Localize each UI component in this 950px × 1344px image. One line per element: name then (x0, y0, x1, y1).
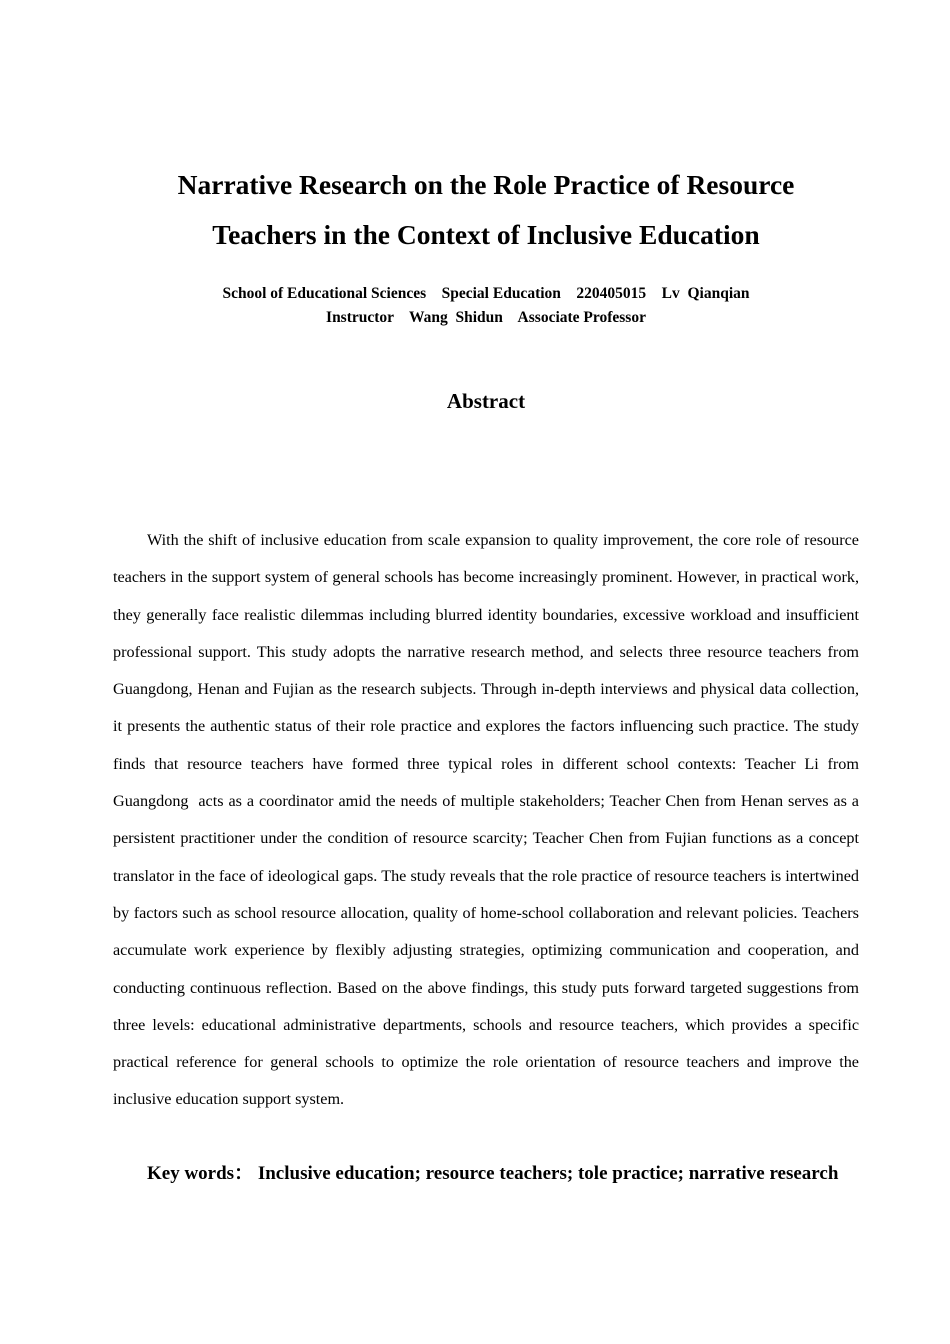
abstract-body: With the shift of inclusive education from scale expansion to quality improvement, the core role of resource teachers in the support system of general schools has become increasingly prominent. However, in practical work, they generally face realistic dilemmas including blurred identity boundaries, excessive workload and insufficient professional support. This study adopts the narrative research method, and selects three resource teachers from Guangdong, Henan and Fujian as the research subjects. Through in-depth interviews and physical data collection, it presents the authentic status of their role practice and explores the factors influencing such practice. The study finds that resource teachers have formed three typical roles in different school contexts: Teacher Li from Guangdong acts as a coordinator amid the needs of multiple stakeholders; Teacher Chen from Henan serves as a persistent practitioner under the condition of resource scarcity; Teacher Chen from Fujian functions as a concept translator in the face of ideological gaps. The study reveals that the role practice of resource teachers is intertwined by factors such as school resource allocation, quality of home-school collaboration and relevant policies. Teachers accumulate work experience by flexibly adjusting strategies, optimizing communication and cooperation, and conducting continuous reflection. Based on the above findings, this study puts forward targeted suggestions from three levels: educational administrative departments, schools and resource teachers, which provides a specific practical reference for general schools to optimize the role orientation of resource teachers and improve the inclusive education support system. (113, 531, 868, 1109)
author-affiliation-line: School of Educational Sciences Special Education 220405015 Lv Qianqian (222, 285, 750, 302)
author-byline (100, 282, 872, 330)
keywords-line: Key words： Inclusive education; resource teachers; tole practice; narrative research (147, 1163, 839, 1184)
abstract-heading: Abstract (446, 389, 526, 413)
paper-title (100, 160, 872, 260)
paper-title-line-1: Narrative Research on the Role Practice of Resource (177, 169, 795, 200)
instructor-line: Instructor Wang Shidun Associate Professor (326, 309, 646, 326)
paper-title-line-2: Teachers in the Context of Inclusive Education (212, 219, 760, 250)
